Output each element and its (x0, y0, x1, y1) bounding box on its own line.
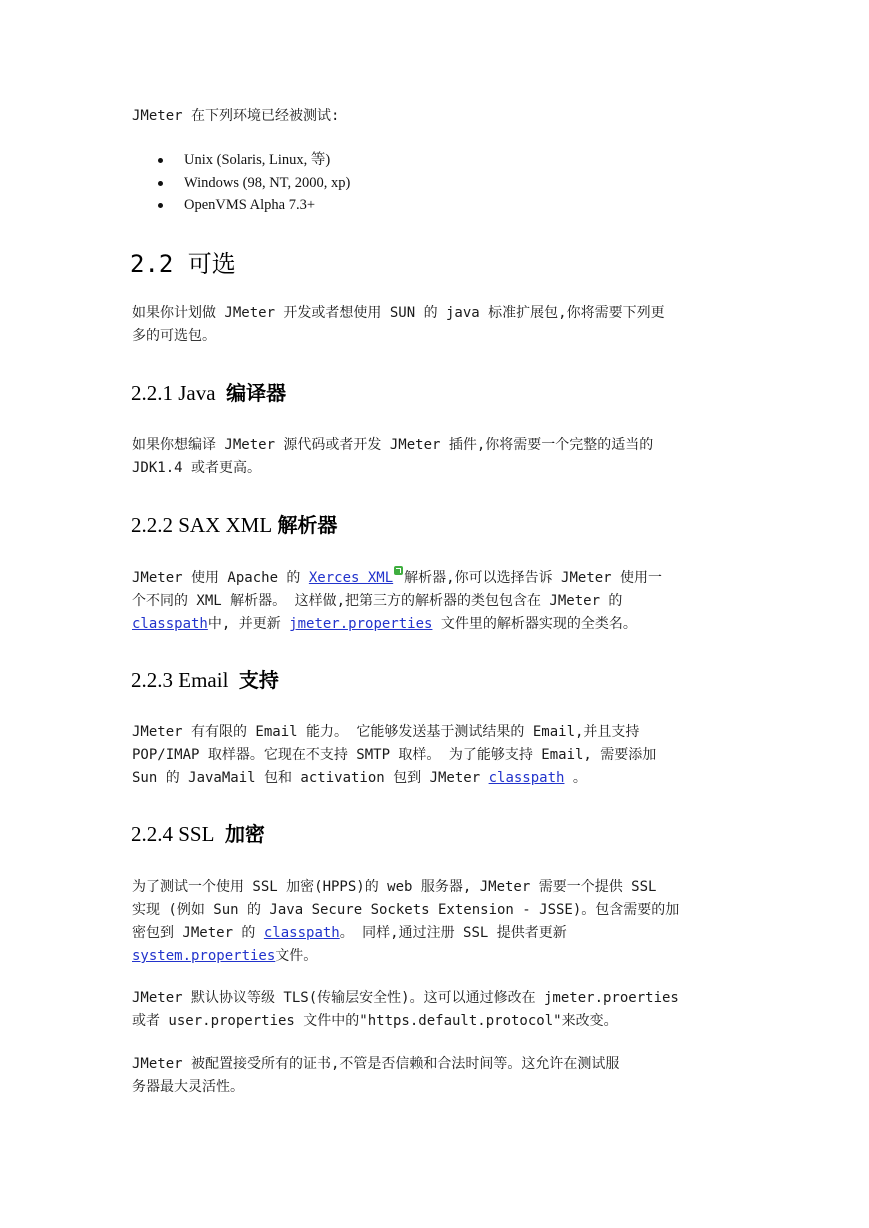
section-heading-2-2: 2.2 可选 (130, 250, 236, 278)
jmeter-properties-link[interactable]: jmeter.properties (289, 616, 433, 632)
section-2-2-2-body: JMeter 使用 Apache 的 Xerces XML 解析器,你可以选择告诉 JMeter 使用一 个不同的 XML 解析器。 这样做,把第三方的解析器的类包包含在 JMeter 的 classpath中, 并更新 jmeter.properties 文件里的解析器实现的全类名。 (132, 566, 742, 636)
external-link-icon (394, 566, 403, 575)
ssl-protocol-paragraph: JMeter 默认协议等级 TLS(传输层安全性)。这可以通过修改在 jmeter.proerties 或者 user.properties 文件中的"https.default.protocol"来改变。 (132, 990, 679, 1029)
bullet-icon (158, 203, 163, 208)
section-heading-2-2-3: 2.2.3 Email 支持 (131, 668, 279, 692)
classpath-link[interactable]: classpath (263, 925, 340, 941)
section-2-2-1-body: 如果你想编译 JMeter 源代码或者开发 JMeter 插件,你将需要一个完整的适当的 JDK1.4 或者更高。 (132, 437, 654, 476)
section-heading-2-2-1: 2.2.1 Java 编译器 (131, 381, 287, 405)
list-item: OpenVMS Alpha 7.3+ (132, 194, 350, 217)
bullet-icon (158, 181, 163, 186)
xerces-xml-link[interactable]: Xerces XML (308, 570, 394, 586)
classpath-link[interactable]: classpath (488, 770, 565, 786)
platform-list (132, 149, 350, 217)
classpath-link[interactable]: classpath (132, 616, 208, 632)
section-heading-2-2-2: 2.2.2 SAX XML 解析器 (131, 513, 338, 537)
section-heading-2-2-4: 2.2.4 SSL 加密 (131, 822, 265, 846)
section-2-2-4-body: 为了测试一个使用 SSL 加密(HPPS)的 web 服务器, JMeter 需要一个提供 SSL 实现 (例如 Sun 的 Java Secure Sockets Extension - JSSE)。包含需要的加 密包到 JMeter 的 classpath。 同样,通过注册 SSL 提供者更新 system.properties文件。 (132, 879, 680, 964)
list-item: Windows (98, NT, 2000, xp) (132, 172, 350, 195)
system-properties-link[interactable]: system.properties (132, 948, 276, 964)
certificate-paragraph: JMeter 被配置接受所有的证书,不管是否信赖和合法时间等。这允许在测试服 务器最大灵活性。 (132, 1056, 620, 1095)
intro-text: JMeter 在下列环境已经被测试: (132, 108, 340, 124)
bullet-icon (158, 158, 163, 163)
section-2-2-body: 如果你计划做 JMeter 开发或者想使用 SUN 的 java 标准扩展包,你将需要下列更 多的可选包。 (132, 305, 665, 344)
list-item: Unix (Solaris, Linux, 等) (132, 149, 350, 172)
section-2-2-3-body: JMeter 有有限的 Email 能力。 它能够发送基于测试结果的 Email,并且支持 POP/IMAP 取样器。它现在不支持 SMTP 取样。 为了能够支持 Email, 需要添加 Sun 的 JavaMail 包和 activation 包到 JMeter classpath 。 (132, 724, 657, 786)
